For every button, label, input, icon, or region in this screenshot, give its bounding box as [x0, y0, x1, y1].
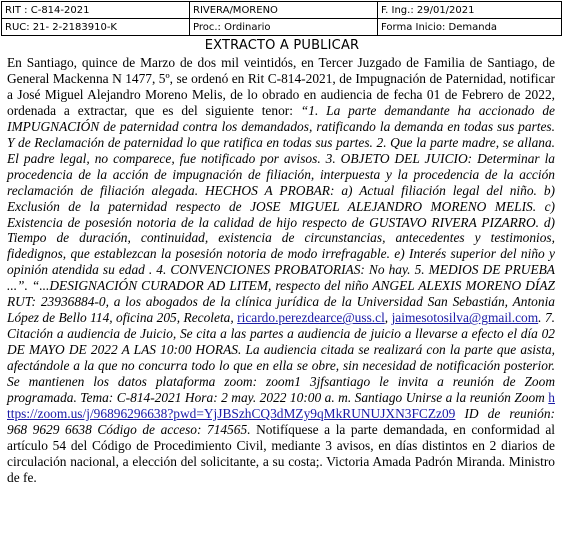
ruc-cell: RUC: 21- 2-2183910-K: [2, 19, 190, 36]
email-link-2[interactable]: jaimesotosilva@gmail.com: [391, 310, 539, 326]
document-title: EXTRACTO A PUBLICAR: [204, 38, 360, 53]
case-header-table: [1, 1, 562, 36]
meeting-id-text: ID de reunión: 968 9629 6638 Código de acceso: 714565.: [7, 405, 555, 437]
parties-cell: RIVERA/MORENO: [190, 2, 378, 19]
email-link-1[interactable]: ricardo.perezdearce@uss.cl: [237, 310, 385, 326]
header-row-2: [2, 19, 562, 36]
resolution-text: “1. La parte demandante ha accionado de IMPUGNACIÓN de paternidad contra los demandados, ratificando la demanda en todas sus partes. Y de Reclamación de paternidad lo que ratifica en todas sus partes. 2. Que la parte madre, se allana. El padre legal, no comparece, fue notificado por avisos. 3. OBJETO DEL JUICIO: Determinar la procedencia de la acción de impugnación de filiación, interpuesta y la procedencia de la acción reclamación de filiación alegada. HECHOS A PROBAR: a) Actual filiación legal del niño. b) Exclusión de la paternidad respecto de JOSE MIGUEL ALEJANDRO MORENO MELIS. c) Existencia de posesión notoria de la calidad de hijo respecto de GUSTAVO RIVERA PIZARRO. d) Tiempo de duración, continuidad, existencia de circunstancias, antecedentes y testimonios, fidedignos, que establezcan la posesión notoria de modo irrefragable. e) Interés superior del niño y opinión atendida su edad . 4. CONVENCIONES PROBATORIAS: No hay. 5. MEDIOS DE PRUEBA ...”. “...DESIGNACIÓN CURADOR AD LITEM, respecto del niño ANGEL ALEXIS MORENO DÍAZ RUT: 23936884-0, a los abogados de la clínica jurídica de la Universidad San Sebastián, Antonia López de Bello 114, oficina 205, Recoleta,: [7, 102, 555, 326]
intro-paragraph: En Santiago, quince de Marzo de dos mil veintidós, en Tercer Juzgado de Familia de Santiago, de General Mackenna N 1477, 5º, se ordenó en Rit C-814-2021, de Impugnación de Paternidad, notificar a José Miguel Alejandro Moreno Melis, de lo obrado en audiencia de fecha 01 de Febrero de 2022, ordenada a extractar, que es del siguiente tenor:: [7, 55, 555, 118]
forma-inicio-cell: Forma Inicio: Demanda: [378, 19, 562, 36]
email-separator: ,: [384, 310, 392, 326]
procedure-cell: Proc.: Ordinario: [190, 19, 378, 36]
extract-body-text: [7, 55, 555, 486]
notification-paragraph: Notifíquese a la parte demandada, en conformidad al artículo 54 del Código de Procedimiento Civil, mediante 3 avisos, en días distintos en 2 diarios de circulación nacional, a elección del solicitante, a su costa;. Victoria Amada Padrón Miranda. Ministro de fe.: [7, 421, 556, 485]
zoom-link[interactable]: https://zoom.us/j/96896296638?pwd=YjJBSzhCQ3dMZy9qMkRUNUJXN3FCZz09: [7, 390, 555, 421]
rit-cell: RIT : C-814-2021: [2, 2, 190, 19]
date-ingreso-cell: F. Ing.: 29/01/2021: [378, 2, 562, 19]
hearing-text: . 7. Citación a audiencia de Juicio, Se cita a las partes a audiencia de juicio a llevarse a efecto el día 02 DE MAYO DE 2022 A LAS 10:00 HORAS. La audiencia citada se realizará con la parte que asista, afectándole a la que no concurra todo lo que en ella se obre, sin necesidad de notificación posterior. Se mantienen los datos plataforma zoom: zoom1 3jfsantiago le invita a reunión de Zoom programada. Tema: C-814-2021 Hora: 2 may. 2022 10:00 a. m. Santiago Unirse a la reunión Zoom: [7, 310, 555, 406]
header-row-1: [2, 2, 562, 19]
